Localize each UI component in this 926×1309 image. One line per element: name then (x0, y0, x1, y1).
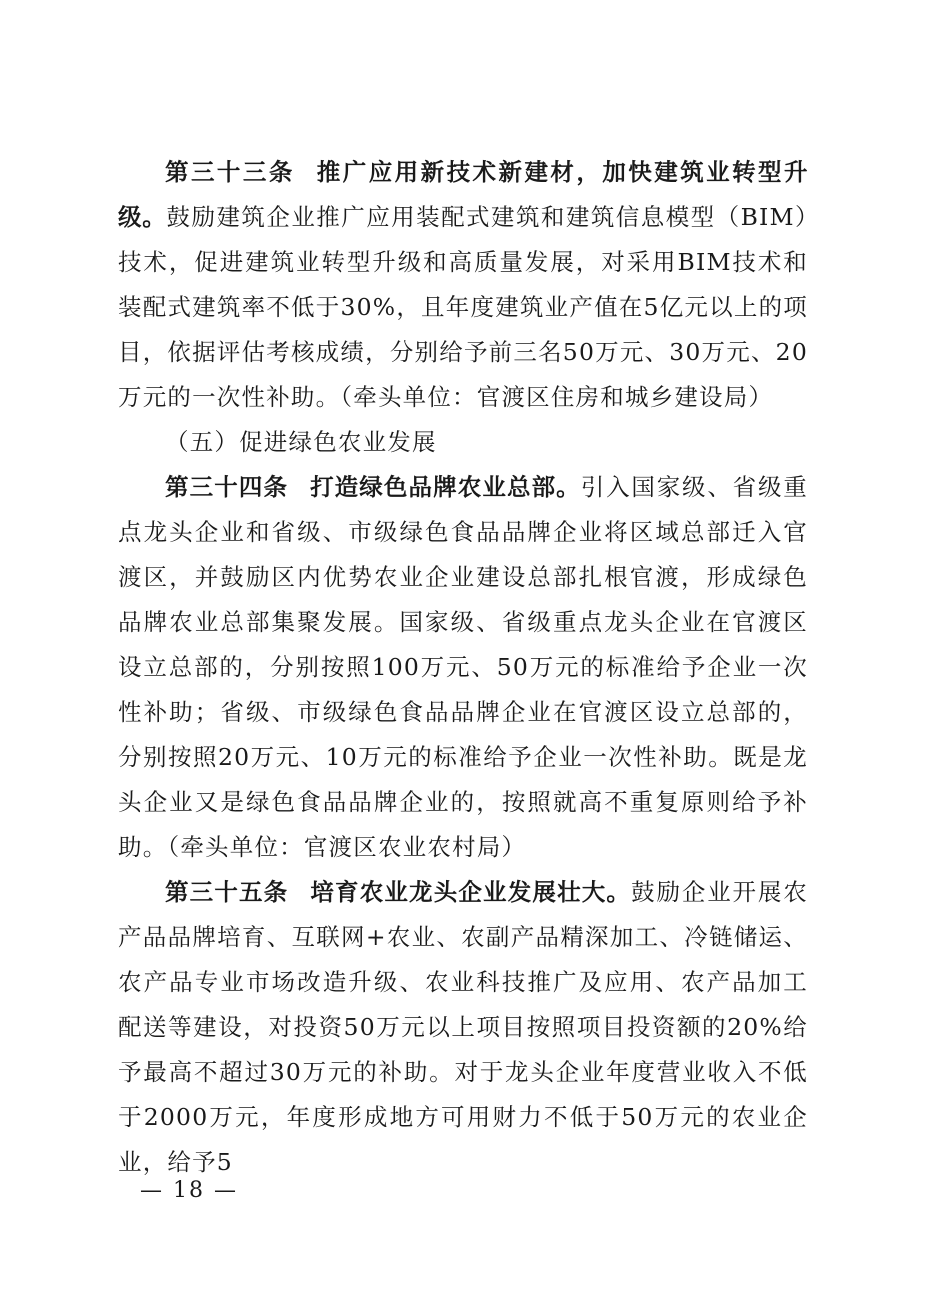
article-33-title: 推广应用新技术新建材，加快建筑业转型升级。 (118, 158, 809, 231)
article-34-body: 引入国家级、省级重点龙头企业和省级、市级绿色食品品牌企业将区域总部迁入官渡区，并鼓励区内优势农业企业建设总部扎根官渡，形成绿色品牌农业总部集聚发展。国家级、省级重点龙头企业在官渡区设立总部的，分别按照100万元、50万元的标准给予企业一次性补助；省级、市级绿色食品品牌企业在官渡区设立总部的，分别按照20万元、10万元的标准给予企业一次性补助。既是龙头企业又是绿色食品品牌企业的，按照就高不重复原则给予补助。（牵头单位：官渡区农业农村局） (118, 473, 808, 861)
article-33-number: 第三十三条 (165, 158, 295, 186)
section-heading: （五）促进绿色农业发展 (165, 428, 437, 456)
article-35-number: 第三十五条 (165, 878, 289, 906)
article-34-title: 打造绿色品牌农业总部。 (310, 473, 581, 501)
article-35-body: 鼓励企业开展农产品品牌培育、互联网+农业、农副产品精深加工、冷链储运、农产品专业市场改造升级、农业科技推广及应用、农产品加工配送等建设，对投资50万元以上项目按照项目投资额的20%给予最高不超过30万元的补助。对于龙头企业年度营业收入不低于2000万元，年度形成地方可用财力不低于50万元的农业企业，给予5 (118, 878, 809, 1176)
article-34-heading (165, 473, 581, 501)
article-33 (118, 150, 808, 420)
article-34-number: 第三十四条 (165, 473, 289, 501)
article-35-title: 培育农业龙头企业发展壮大。 (310, 878, 632, 906)
article-34 (118, 465, 808, 870)
article-35 (118, 870, 808, 1185)
document-page (118, 150, 808, 1185)
page-number: — 18 — (140, 1178, 238, 1203)
article-35-heading (165, 878, 631, 906)
article-33-body: 鼓励建筑企业推广应用装配式建筑和建筑信息模型（BIM）技术，促进建筑业转型升级和高质量发展，对采用BIM技术和装配式建筑率不低于30%，且年度建筑业产值在5亿元以上的项目，依据评估考核成绩，分别给予前三名50万元、30万元、20万元的一次性补助。（牵头单位：官渡区住房和城乡建设局） (118, 203, 809, 411)
